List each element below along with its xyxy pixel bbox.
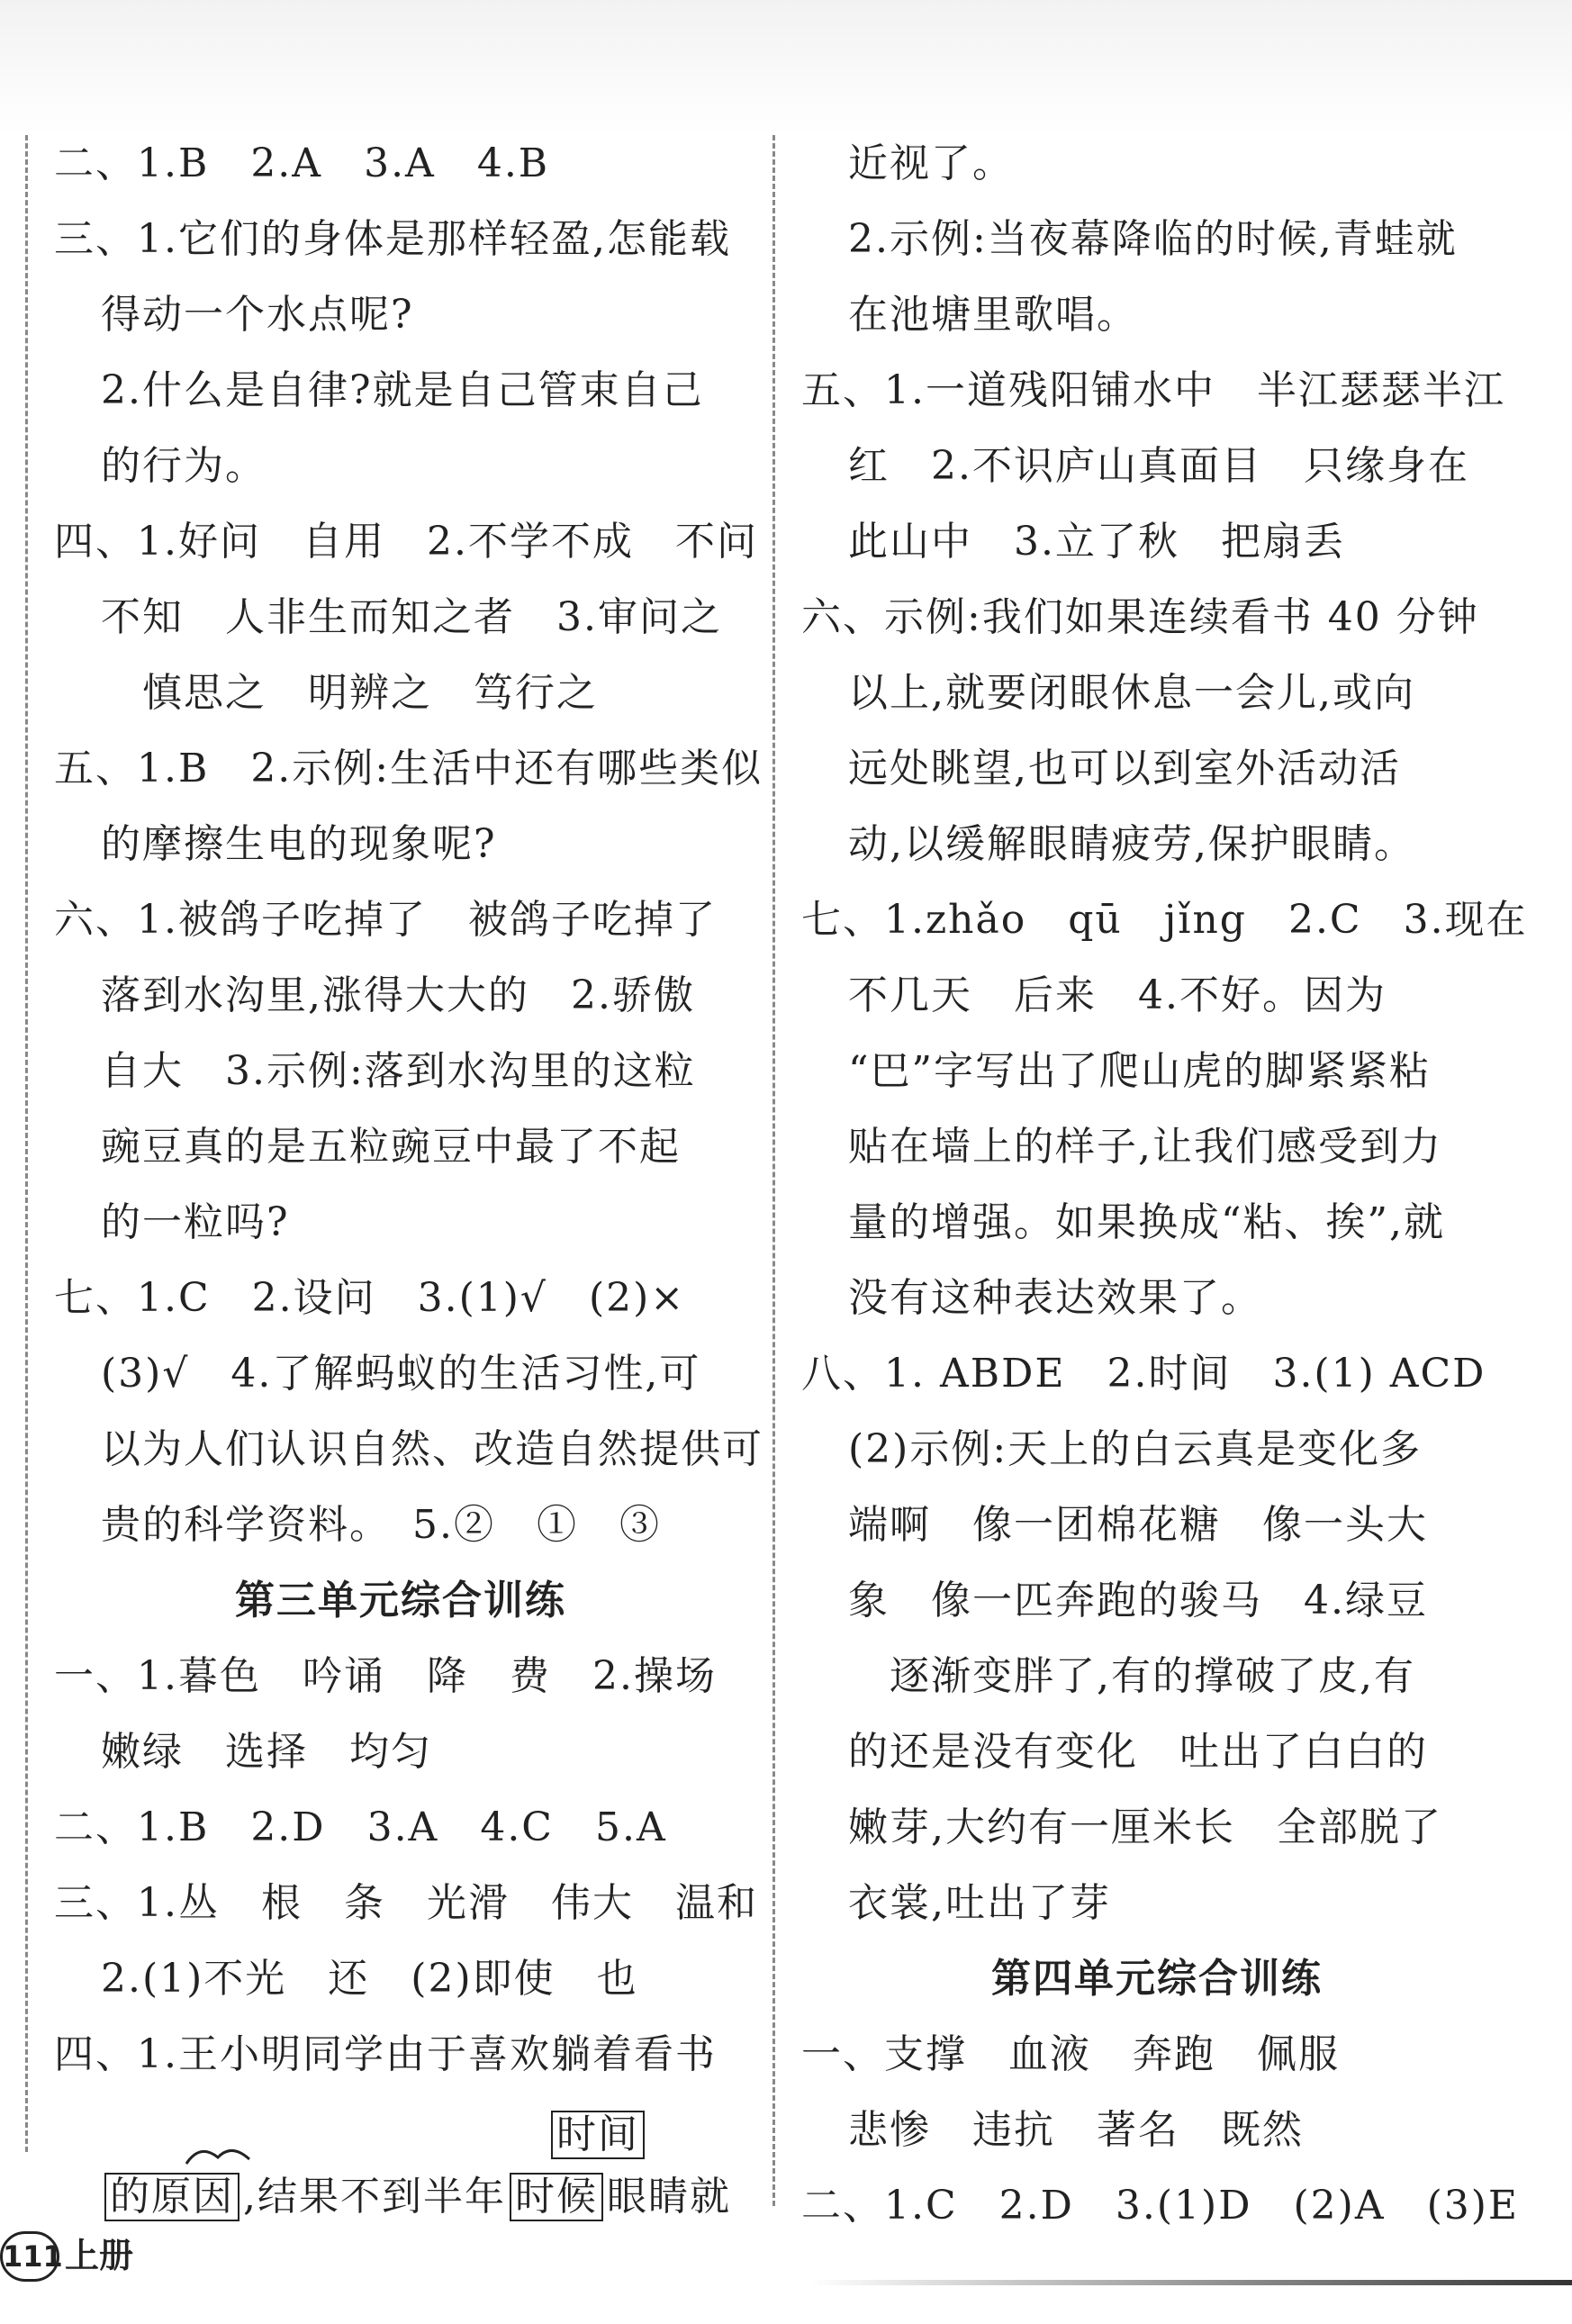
- answer-line: 象 像一匹奔跑的骏马 4.绿豆: [848, 1578, 1428, 1623]
- answer-line: 六、示例:我们如果连续看书 40 分钟: [801, 594, 1479, 640]
- insertion-mark: [182, 2141, 254, 2168]
- top-band: [0, 0, 1572, 135]
- answer-line: 以上,就要闭眼休息一会儿,或向: [848, 670, 1415, 716]
- answer-line: 逐渐变胖了,有的撑破了皮,有: [890, 1653, 1415, 1699]
- answer-line: 的还是没有变化 吐出了白白的: [848, 1729, 1428, 1775]
- answer-line: 得动一个水点呢?: [101, 292, 414, 338]
- boxed-word: 的原因: [104, 2173, 239, 2221]
- answer-line: 落到水沟里,涨得大大的 2.骄傲: [101, 972, 695, 1018]
- answer-text: ,结果不到半年: [243, 2174, 506, 2220]
- answer-line: 八、1. ABDE 2.时间 3.(1) ACD: [801, 1351, 1486, 1397]
- answer-line: 近视了。: [848, 140, 1014, 186]
- answer-line: 七、1.C 2.设问 3.(1)√ (2)×: [54, 1275, 686, 1321]
- answer-line: 四、1.好问 自用 2.不学不成 不问: [54, 519, 758, 565]
- answer-line: (2)示例:天上的白云真是变化多: [848, 1426, 1423, 1472]
- answer-line: 红 2.不识庐山真面目 只缘身在: [848, 443, 1469, 489]
- answer-line: 一、支撑 血液 奔跑 佩服: [801, 2031, 1340, 2077]
- answer-line: 远处眺望,也可以到室外活动活: [848, 746, 1401, 791]
- boxed-word: 时候: [510, 2173, 603, 2221]
- answer-line: 五、1.B 2.示例:生活中还有哪些类似: [54, 746, 763, 791]
- answer-line: 2.什么是自律?就是自己管束自己: [101, 367, 704, 413]
- answer-line: 嫩芽,大约有一厘米长 全部脱了: [848, 1804, 1442, 1850]
- answer-line: 的摩擦生电的现象呢?: [101, 821, 497, 867]
- answer-line: 一、1.暮色 吟诵 降 费 2.操场: [54, 1653, 717, 1699]
- right-column: [801, 126, 1528, 2244]
- answer-line: 慎思之 明辨之 笃行之: [142, 670, 598, 716]
- footer-rule: [810, 2280, 1572, 2285]
- answer-line: 四、1.王小明同学由于喜欢躺着看书: [54, 2031, 717, 2077]
- unit-4-heading: 第四单元综合训练: [991, 1956, 1323, 2002]
- answer-line: 贵的科学资料。 5.② ① ③: [101, 1502, 661, 1548]
- answer-line: 五、1.一道残阳铺水中 半江瑟瑟半江: [801, 367, 1505, 413]
- answer-line: 三、1.它们的身体是那样轻盈,怎能载: [54, 216, 731, 262]
- answer-line: 悲惨 违抗 著名 既然: [848, 2107, 1304, 2153]
- answer-line: 2.(1)不光 还 (2)即使 也: [101, 1956, 638, 2002]
- answer-line: “巴”字写出了爬山虎的脚紧紧粘: [848, 1048, 1431, 1094]
- answer-line: 二、1.B 2.D 3.A 4.C 5.A: [54, 1804, 667, 1850]
- answer-line: 二、1.B 2.A 3.A 4.B: [54, 140, 550, 186]
- answer-line: 的行为。: [101, 443, 267, 489]
- left-column: [54, 126, 763, 2235]
- answer-line: 以为人们认识自然、改造自然提供可: [101, 1426, 763, 1472]
- answer-line: 动,以缓解眼睛疲劳,保护眼睛。: [848, 821, 1415, 867]
- unit-3-heading: 第三单元综合训练: [235, 1578, 566, 1623]
- answer-line: 贴在墙上的样子,让我们感受到力: [848, 1124, 1442, 1170]
- answer-line: 二、1.C 2.D 3.(1)D (2)A (3)E: [801, 2183, 1520, 2229]
- answer-line: 量的增强。如果换成“粘、挨”,就: [848, 1199, 1445, 1245]
- answer-line: 七、1.zhǎo qū jǐng 2.C 3.现在: [801, 897, 1528, 943]
- answer-text: 眼睛就: [607, 2174, 731, 2220]
- page-footer: [0, 2224, 1572, 2287]
- answer-line: 的一粒吗?: [101, 1199, 290, 1245]
- correction-word: 时间: [551, 2111, 645, 2159]
- answer-line: 三、1.丛 根 条 光滑 伟大 温和: [54, 1880, 758, 1926]
- answer-line: (3)√ 4.了解蚂蚁的生活习性,可: [101, 1351, 701, 1397]
- answer-line: 自大 3.示例:落到水沟里的这粒: [101, 1048, 696, 1094]
- column-divider: [772, 135, 775, 2206]
- left-margin-dashes: [25, 135, 28, 2152]
- answer-line: 嫩绿 选择 均匀: [101, 1729, 432, 1775]
- page-number: 111: [0, 2231, 59, 2282]
- correction-row: [54, 2093, 747, 2168]
- answer-line: 此山中 3.立了秋 把扇丢: [848, 519, 1345, 565]
- answer-line: 不知 人非生而知之者 3.审问之: [101, 594, 722, 640]
- answer-line: 2.示例:当夜幕降临的时候,青蛙就: [848, 216, 1458, 262]
- answer-line: 端啊 像一团棉花糖 像一头大: [848, 1502, 1428, 1548]
- answer-line: 没有这种表达效果了。: [848, 1275, 1262, 1321]
- answer-line: 六、1.被鸽子吃掉了 被鸽子吃掉了: [54, 897, 717, 943]
- answer-line: 不几天 后来 4.不好。因为: [848, 972, 1387, 1018]
- volume-label: 上册: [65, 2236, 134, 2275]
- answer-line: 在池塘里歌唱。: [848, 292, 1138, 338]
- answer-line: 豌豆真的是五粒豌豆中最了不起: [101, 1124, 681, 1170]
- answer-line: 衣裳,吐出了芽: [848, 1880, 1111, 1926]
